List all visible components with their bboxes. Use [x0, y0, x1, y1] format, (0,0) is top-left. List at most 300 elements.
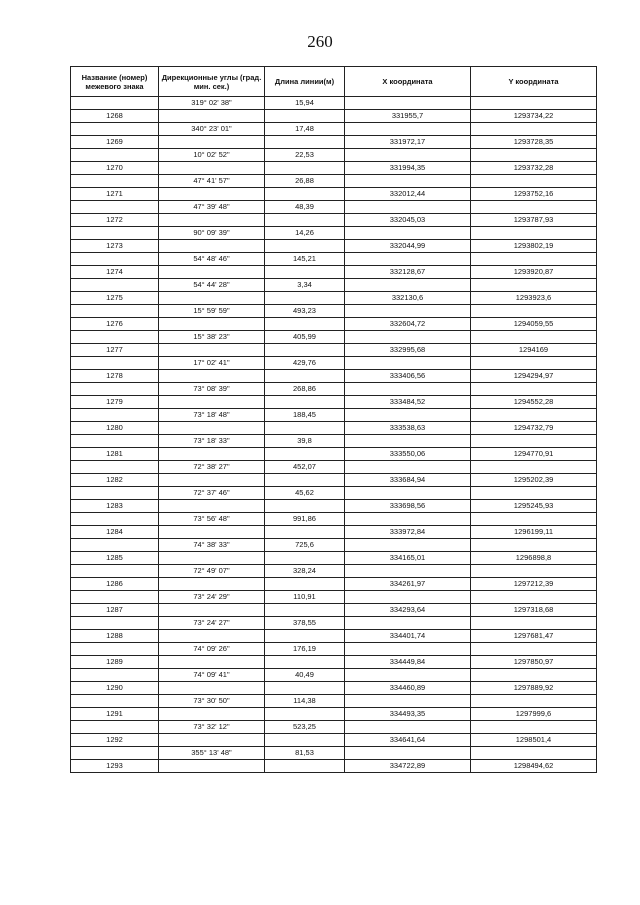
point-row: [71, 526, 597, 539]
direction-angle-cell: 15° 59' 59": [159, 305, 265, 318]
segment-row: [71, 253, 597, 266]
length-cell-empty: [265, 552, 345, 565]
y-coordinate-cell: 1293787,93: [471, 214, 597, 227]
boundary-mark-name-cell: 1291: [71, 708, 159, 721]
name-cell-empty: [71, 565, 159, 578]
point-row: [71, 110, 597, 123]
angle-cell-empty: [159, 370, 265, 383]
name-cell-empty: [71, 435, 159, 448]
y-coordinate-cell: 1298501,4: [471, 734, 597, 747]
length-cell-empty: [265, 578, 345, 591]
direction-angle-cell: 10° 02' 52": [159, 149, 265, 162]
segment-row: [71, 539, 597, 552]
angle-cell-empty: [159, 318, 265, 331]
segment-row: [71, 435, 597, 448]
angle-cell-empty: [159, 526, 265, 539]
y-cell-empty: [471, 643, 597, 656]
boundary-mark-name-cell: 1272: [71, 214, 159, 227]
line-length-cell: 40,49: [265, 669, 345, 682]
boundary-mark-name-cell: 1275: [71, 292, 159, 305]
direction-angle-cell: 47° 41' 57": [159, 175, 265, 188]
name-cell-empty: [71, 383, 159, 396]
boundary-mark-name-cell: 1285: [71, 552, 159, 565]
x-cell-empty: [345, 253, 471, 266]
y-cell-empty: [471, 721, 597, 734]
boundary-mark-name-cell: 1268: [71, 110, 159, 123]
length-cell-empty: [265, 734, 345, 747]
direction-angle-cell: 73° 24' 29": [159, 591, 265, 604]
direction-angle-cell: 73° 18' 33": [159, 435, 265, 448]
length-cell-empty: [265, 760, 345, 773]
angle-cell-empty: [159, 708, 265, 721]
line-length-cell: 15,94: [265, 97, 345, 110]
point-row: [71, 500, 597, 513]
name-cell-empty: [71, 331, 159, 344]
segment-row: [71, 643, 597, 656]
x-cell-empty: [345, 435, 471, 448]
angle-cell-empty: [159, 760, 265, 773]
x-coordinate-cell: 334493,35: [345, 708, 471, 721]
line-length-cell: 268,86: [265, 383, 345, 396]
x-coordinate-cell: 333484,52: [345, 396, 471, 409]
angle-cell-empty: [159, 500, 265, 513]
y-coordinate-cell: 1298494,62: [471, 760, 597, 773]
length-cell-empty: [265, 266, 345, 279]
line-length-cell: 81,53: [265, 747, 345, 760]
y-cell-empty: [471, 279, 597, 292]
x-coordinate-cell: 332044,99: [345, 240, 471, 253]
name-cell-empty: [71, 409, 159, 422]
length-cell-empty: [265, 682, 345, 695]
line-length-cell: 452,07: [265, 461, 345, 474]
y-coordinate-cell: 1293920,87: [471, 266, 597, 279]
name-cell-empty: [71, 487, 159, 500]
x-coordinate-cell: 334641,64: [345, 734, 471, 747]
length-cell-empty: [265, 292, 345, 305]
angle-cell-empty: [159, 266, 265, 279]
x-cell-empty: [345, 383, 471, 396]
x-cell-empty: [345, 357, 471, 370]
direction-angle-cell: 73° 56' 48": [159, 513, 265, 526]
y-coordinate-cell: 1293752,16: [471, 188, 597, 201]
y-coordinate-cell: 1297681,47: [471, 630, 597, 643]
x-coordinate-cell: 333406,56: [345, 370, 471, 383]
y-coordinate-cell: 1295202,39: [471, 474, 597, 487]
y-cell-empty: [471, 513, 597, 526]
x-coordinate-cell: 334401,74: [345, 630, 471, 643]
line-length-cell: 145,21: [265, 253, 345, 266]
x-coordinate-cell: 331972,17: [345, 136, 471, 149]
y-cell-empty: [471, 591, 597, 604]
point-row: [71, 656, 597, 669]
length-cell-empty: [265, 500, 345, 513]
line-length-cell: 188,45: [265, 409, 345, 422]
point-row: [71, 682, 597, 695]
angle-cell-empty: [159, 162, 265, 175]
boundary-mark-name-cell: 1278: [71, 370, 159, 383]
direction-angle-cell: 74° 09' 41": [159, 669, 265, 682]
angle-cell-empty: [159, 344, 265, 357]
x-cell-empty: [345, 279, 471, 292]
angle-cell-empty: [159, 110, 265, 123]
y-coordinate-cell: 1294294,97: [471, 370, 597, 383]
x-cell-empty: [345, 669, 471, 682]
y-cell-empty: [471, 695, 597, 708]
segment-row: [71, 331, 597, 344]
header-angle: Дирекционные углы (град. мин. сек.): [159, 67, 265, 97]
header-y: Y координата: [471, 67, 597, 97]
x-cell-empty: [345, 695, 471, 708]
length-cell-empty: [265, 526, 345, 539]
name-cell-empty: [71, 175, 159, 188]
segment-row: [71, 695, 597, 708]
point-row: [71, 188, 597, 201]
direction-angle-cell: 73° 30' 50": [159, 695, 265, 708]
angle-cell-empty: [159, 682, 265, 695]
name-cell-empty: [71, 253, 159, 266]
boundary-mark-name-cell: 1286: [71, 578, 159, 591]
segment-row: [71, 97, 597, 110]
y-cell-empty: [471, 409, 597, 422]
name-cell-empty: [71, 643, 159, 656]
y-coordinate-cell: 1296898,8: [471, 552, 597, 565]
angle-cell-empty: [159, 578, 265, 591]
x-coordinate-cell: 333684,94: [345, 474, 471, 487]
angle-cell-empty: [159, 734, 265, 747]
y-coordinate-cell: 1293802,19: [471, 240, 597, 253]
line-length-cell: 45,62: [265, 487, 345, 500]
y-coordinate-cell: 1297889,92: [471, 682, 597, 695]
page-number: 260: [307, 32, 333, 51]
point-row: [71, 604, 597, 617]
y-coordinate-cell: 1294552,28: [471, 396, 597, 409]
angle-cell-empty: [159, 604, 265, 617]
line-length-cell: 523,25: [265, 721, 345, 734]
x-coordinate-cell: 334261,97: [345, 578, 471, 591]
length-cell-empty: [265, 474, 345, 487]
segment-row: [71, 279, 597, 292]
line-length-cell: 14,26: [265, 227, 345, 240]
x-cell-empty: [345, 123, 471, 136]
y-cell-empty: [471, 227, 597, 240]
boundary-marks-table: [70, 66, 597, 773]
name-cell-empty: [71, 279, 159, 292]
point-row: [71, 630, 597, 643]
segment-row: [71, 409, 597, 422]
segment-row: [71, 669, 597, 682]
direction-angle-cell: 355° 13' 48": [159, 747, 265, 760]
y-coordinate-cell: 1294169: [471, 344, 597, 357]
y-cell-empty: [471, 123, 597, 136]
name-cell-empty: [71, 669, 159, 682]
y-cell-empty: [471, 201, 597, 214]
y-coordinate-cell: 1293734,22: [471, 110, 597, 123]
direction-angle-cell: 73° 32' 12": [159, 721, 265, 734]
x-coordinate-cell: 331955,7: [345, 110, 471, 123]
y-cell-empty: [471, 487, 597, 500]
direction-angle-cell: 74° 38' 33": [159, 539, 265, 552]
x-coordinate-cell: 333538,63: [345, 422, 471, 435]
boundary-mark-name-cell: 1274: [71, 266, 159, 279]
y-coordinate-cell: 1293732,28: [471, 162, 597, 175]
length-cell-empty: [265, 214, 345, 227]
x-cell-empty: [345, 721, 471, 734]
header-length: Длина линии(м): [265, 67, 345, 97]
point-row: [71, 370, 597, 383]
segment-row: [71, 591, 597, 604]
name-cell-empty: [71, 97, 159, 110]
direction-angle-cell: 15° 38' 23": [159, 331, 265, 344]
point-row: [71, 760, 597, 773]
segment-row: [71, 565, 597, 578]
name-cell-empty: [71, 123, 159, 136]
line-length-cell: 114,38: [265, 695, 345, 708]
y-coordinate-cell: 1294770,91: [471, 448, 597, 461]
point-row: [71, 552, 597, 565]
angle-cell-empty: [159, 214, 265, 227]
boundary-mark-name-cell: 1283: [71, 500, 159, 513]
y-coordinate-cell: 1297212,39: [471, 578, 597, 591]
x-cell-empty: [345, 227, 471, 240]
line-length-cell: 991,86: [265, 513, 345, 526]
name-cell-empty: [71, 539, 159, 552]
line-length-cell: 3,34: [265, 279, 345, 292]
length-cell-empty: [265, 162, 345, 175]
point-row: [71, 344, 597, 357]
header-x: X координата: [345, 67, 471, 97]
point-row: [71, 578, 597, 591]
direction-angle-cell: 17° 02' 41": [159, 357, 265, 370]
x-cell-empty: [345, 97, 471, 110]
y-cell-empty: [471, 747, 597, 760]
x-coordinate-cell: 334165,01: [345, 552, 471, 565]
line-length-cell: 22,53: [265, 149, 345, 162]
length-cell-empty: [265, 370, 345, 383]
x-cell-empty: [345, 201, 471, 214]
direction-angle-cell: 54° 44' 28": [159, 279, 265, 292]
line-length-cell: 405,99: [265, 331, 345, 344]
x-cell-empty: [345, 513, 471, 526]
segment-row: [71, 123, 597, 136]
segment-row: [71, 383, 597, 396]
direction-angle-cell: 72° 38' 27": [159, 461, 265, 474]
point-row: [71, 708, 597, 721]
name-cell-empty: [71, 513, 159, 526]
x-cell-empty: [345, 539, 471, 552]
x-cell-empty: [345, 487, 471, 500]
x-cell-empty: [345, 149, 471, 162]
segment-row: [71, 227, 597, 240]
x-cell-empty: [345, 747, 471, 760]
point-row: [71, 734, 597, 747]
name-cell-empty: [71, 747, 159, 760]
point-row: [71, 266, 597, 279]
y-cell-empty: [471, 97, 597, 110]
angle-cell-empty: [159, 474, 265, 487]
segment-row: [71, 201, 597, 214]
y-cell-empty: [471, 617, 597, 630]
segment-row: [71, 721, 597, 734]
length-cell-empty: [265, 708, 345, 721]
name-cell-empty: [71, 617, 159, 630]
direction-angle-cell: 73° 08' 39": [159, 383, 265, 396]
segment-row: [71, 357, 597, 370]
angle-cell-empty: [159, 292, 265, 305]
x-coordinate-cell: 332045,03: [345, 214, 471, 227]
x-coordinate-cell: 334722,89: [345, 760, 471, 773]
point-row: [71, 162, 597, 175]
direction-angle-cell: 340° 23' 01": [159, 123, 265, 136]
line-length-cell: 48,39: [265, 201, 345, 214]
segment-row: [71, 513, 597, 526]
name-cell-empty: [71, 591, 159, 604]
boundary-mark-name-cell: 1293: [71, 760, 159, 773]
y-cell-empty: [471, 539, 597, 552]
name-cell-empty: [71, 201, 159, 214]
x-cell-empty: [345, 331, 471, 344]
table-body: [71, 97, 597, 773]
boundary-mark-name-cell: 1281: [71, 448, 159, 461]
segment-row: [71, 747, 597, 760]
y-cell-empty: [471, 305, 597, 318]
x-coordinate-cell: 334293,64: [345, 604, 471, 617]
y-cell-empty: [471, 175, 597, 188]
length-cell-empty: [265, 188, 345, 201]
direction-angle-cell: 54° 48' 46": [159, 253, 265, 266]
name-cell-empty: [71, 695, 159, 708]
y-coordinate-cell: 1293728,35: [471, 136, 597, 149]
y-cell-empty: [471, 565, 597, 578]
y-cell-empty: [471, 357, 597, 370]
name-cell-empty: [71, 461, 159, 474]
y-cell-empty: [471, 461, 597, 474]
angle-cell-empty: [159, 422, 265, 435]
x-coordinate-cell: 334449,84: [345, 656, 471, 669]
boundary-mark-name-cell: 1269: [71, 136, 159, 149]
boundary-mark-name-cell: 1288: [71, 630, 159, 643]
x-coordinate-cell: 332128,67: [345, 266, 471, 279]
x-cell-empty: [345, 565, 471, 578]
angle-cell-empty: [159, 240, 265, 253]
y-coordinate-cell: 1294059,55: [471, 318, 597, 331]
length-cell-empty: [265, 396, 345, 409]
boundary-mark-name-cell: 1284: [71, 526, 159, 539]
segment-row: [71, 461, 597, 474]
angle-cell-empty: [159, 188, 265, 201]
angle-cell-empty: [159, 448, 265, 461]
direction-angle-cell: 90° 09' 39": [159, 227, 265, 240]
point-row: [71, 422, 597, 435]
boundary-mark-name-cell: 1273: [71, 240, 159, 253]
angle-cell-empty: [159, 136, 265, 149]
x-cell-empty: [345, 305, 471, 318]
x-coordinate-cell: 333972,84: [345, 526, 471, 539]
name-cell-empty: [71, 721, 159, 734]
point-row: [71, 136, 597, 149]
x-cell-empty: [345, 591, 471, 604]
direction-angle-cell: 73° 18' 48": [159, 409, 265, 422]
point-row: [71, 214, 597, 227]
length-cell-empty: [265, 448, 345, 461]
table-header-row: [71, 67, 597, 97]
x-coordinate-cell: 332130,6: [345, 292, 471, 305]
y-coordinate-cell: 1297999,6: [471, 708, 597, 721]
point-row: [71, 474, 597, 487]
line-length-cell: 26,88: [265, 175, 345, 188]
length-cell-empty: [265, 136, 345, 149]
length-cell-empty: [265, 110, 345, 123]
name-cell-empty: [71, 357, 159, 370]
point-row: [71, 396, 597, 409]
y-cell-empty: [471, 383, 597, 396]
direction-angle-cell: 72° 37' 46": [159, 487, 265, 500]
y-coordinate-cell: 1297318,68: [471, 604, 597, 617]
line-length-cell: 328,24: [265, 565, 345, 578]
y-coordinate-cell: 1297850,97: [471, 656, 597, 669]
x-coordinate-cell: 331994,35: [345, 162, 471, 175]
length-cell-empty: [265, 240, 345, 253]
point-row: [71, 448, 597, 461]
line-length-cell: 176,19: [265, 643, 345, 656]
boundary-mark-name-cell: 1290: [71, 682, 159, 695]
length-cell-empty: [265, 318, 345, 331]
point-row: [71, 318, 597, 331]
segment-row: [71, 149, 597, 162]
y-coordinate-cell: 1296199,11: [471, 526, 597, 539]
length-cell-empty: [265, 604, 345, 617]
direction-angle-cell: 47° 39' 48": [159, 201, 265, 214]
line-length-cell: 378,55: [265, 617, 345, 630]
boundary-mark-name-cell: 1276: [71, 318, 159, 331]
x-cell-empty: [345, 409, 471, 422]
direction-angle-cell: 72° 49' 07": [159, 565, 265, 578]
x-cell-empty: [345, 643, 471, 656]
line-length-cell: 493,23: [265, 305, 345, 318]
y-coordinate-cell: 1294732,79: [471, 422, 597, 435]
boundary-mark-name-cell: 1270: [71, 162, 159, 175]
boundary-mark-name-cell: 1282: [71, 474, 159, 487]
length-cell-empty: [265, 630, 345, 643]
angle-cell-empty: [159, 656, 265, 669]
length-cell-empty: [265, 656, 345, 669]
angle-cell-empty: [159, 396, 265, 409]
x-coordinate-cell: 332604,72: [345, 318, 471, 331]
x-coordinate-cell: 333550,06: [345, 448, 471, 461]
x-coordinate-cell: 332995,68: [345, 344, 471, 357]
line-length-cell: 110,91: [265, 591, 345, 604]
y-cell-empty: [471, 149, 597, 162]
angle-cell-empty: [159, 552, 265, 565]
segment-row: [71, 487, 597, 500]
angle-cell-empty: [159, 630, 265, 643]
x-coordinate-cell: 332012,44: [345, 188, 471, 201]
point-row: [71, 240, 597, 253]
point-row: [71, 292, 597, 305]
line-length-cell: 39,8: [265, 435, 345, 448]
boundary-mark-name-cell: 1277: [71, 344, 159, 357]
boundary-mark-name-cell: 1280: [71, 422, 159, 435]
y-coordinate-cell: 1295245,93: [471, 500, 597, 513]
header-name: Название (номер) межевого знака: [71, 67, 159, 97]
boundary-mark-name-cell: 1289: [71, 656, 159, 669]
segment-row: [71, 305, 597, 318]
boundary-mark-name-cell: 1287: [71, 604, 159, 617]
name-cell-empty: [71, 305, 159, 318]
x-cell-empty: [345, 617, 471, 630]
y-coordinate-cell: 1293923,6: [471, 292, 597, 305]
x-cell-empty: [345, 175, 471, 188]
y-cell-empty: [471, 435, 597, 448]
